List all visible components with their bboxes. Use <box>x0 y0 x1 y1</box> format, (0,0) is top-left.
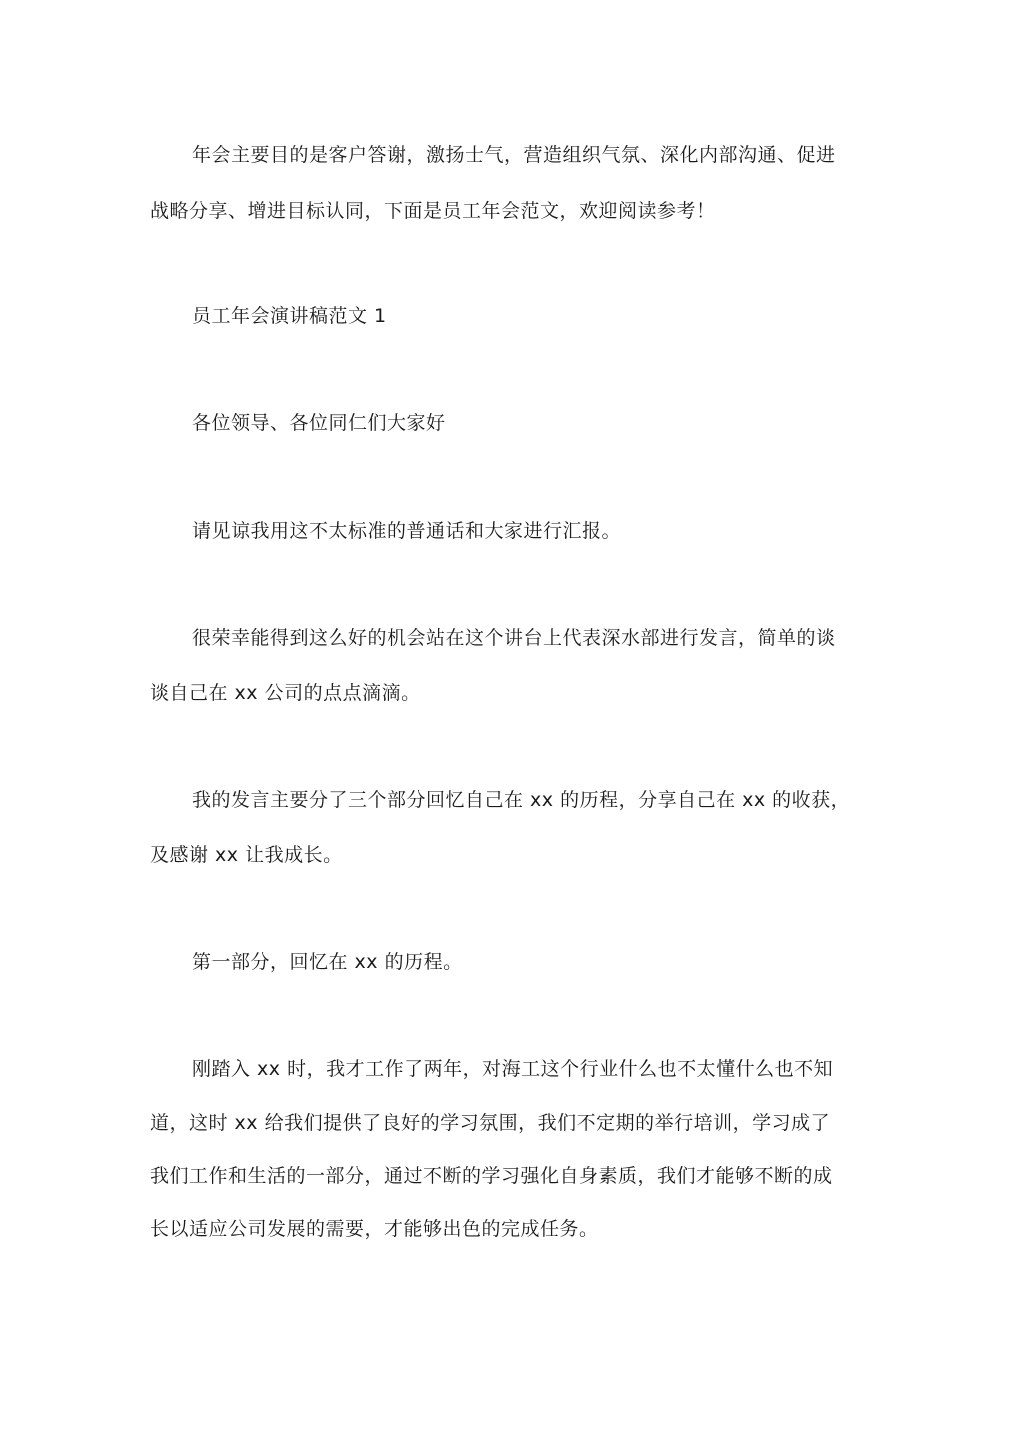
section-title: 员工年会演讲稿范文 1 <box>192 305 387 327</box>
paragraph-line: 很荣幸能得到这么好的机会站在这个讲台上代表深水部进行发言，简单的谈 <box>192 627 836 649</box>
paragraph-line: 第一部分，回忆在 xx 的历程。 <box>192 951 463 973</box>
paragraph-line: 道，这时 xx 给我们提供了良好的学习氛围，我们不定期的举行培训，学习成了 <box>150 1112 831 1134</box>
paragraph-line: 我们工作和生活的一部分，通过不断的学习强化自身素质，我们才能够不断的成 <box>150 1165 833 1187</box>
paragraph-line: 请见谅我用这不太标准的普通话和大家进行汇报。 <box>192 520 622 542</box>
intro-line-2: 战略分享、增进目标认同，下面是员工年会范文，欢迎阅读参考！ <box>150 200 716 222</box>
greeting-line: 各位领导、各位同仁们大家好 <box>192 412 446 434</box>
paragraph-line: 及感谢 xx 让我成长。 <box>150 844 343 866</box>
paragraph-line: 我的发言主要分了三个部分回忆自己在 xx 的历程，分享自己在 xx 的收获， <box>192 789 851 811</box>
paragraph-line: 长以适应公司发展的需要，才能够出色的完成任务。 <box>150 1218 599 1240</box>
intro-line-1: 年会主要目的是客户答谢，激扬士气，营造组织气氛、深化内部沟通、促进 <box>192 144 836 166</box>
paragraph-line: 刚踏入 xx 时，我才工作了两年，对海工这个行业什么也不太懂什么也不知 <box>192 1058 834 1080</box>
paragraph-line: 谈自己在 xx 公司的点点滴滴。 <box>150 682 421 704</box>
